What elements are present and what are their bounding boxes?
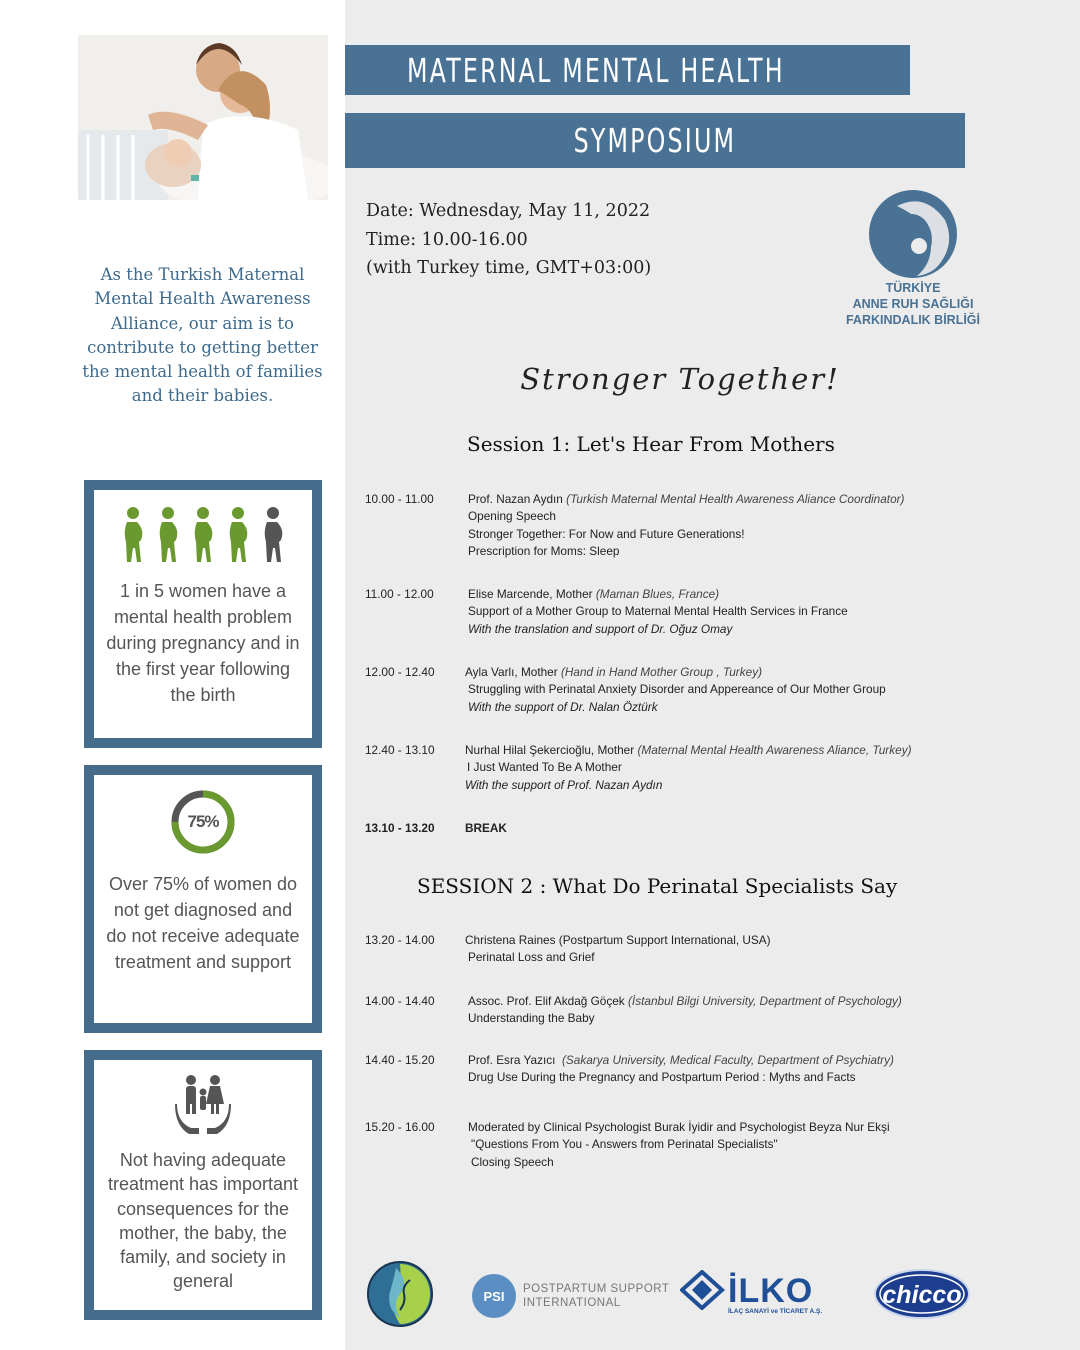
psi-name-line2: INTERNATIONAL xyxy=(523,1297,621,1309)
entry-support: With the support of Prof. Nazan Aydın xyxy=(465,777,663,792)
pregnant-woman-icon xyxy=(263,506,283,564)
ilko-wordmark: İLKO xyxy=(728,1272,814,1310)
org-name-line3: FARKINDALIK BİRLİĞİ xyxy=(845,313,981,327)
entry-talk: Prescription for Moms: Sleep xyxy=(468,543,620,558)
entry-talk: Support of a Mother Group to Maternal Mental Health Services in France xyxy=(468,604,848,619)
entry-speaker: Assoc. Prof. Elif Akdağ Göçek xyxy=(468,994,625,1008)
ilko-logo xyxy=(680,1270,845,1310)
psi-badge-text: PSI xyxy=(483,1289,505,1304)
entry-affiliation: (İstanbul Bilgi University, Department of Psychology) xyxy=(628,994,902,1008)
entry-talk: I Just Wanted To Be A Mother xyxy=(467,760,622,775)
progress-ring-icon xyxy=(170,789,236,855)
entry-time: 14.40 - 15.20 xyxy=(365,1053,435,1067)
entry-speaker: Ayla Varlı, Mother xyxy=(465,665,558,679)
ilko-subtitle: İLAÇ SANAYİ ve TİCARET A.Ş. xyxy=(728,1308,823,1315)
stat-card-prevalence xyxy=(84,480,322,748)
entry-speaker: Moderated by Clinical Psychologist Burak İyidir and Psychologist Beyza Nur Ekşi xyxy=(468,1120,890,1134)
entry-speaker: Christena Raines (Postpartum Support International, USA) xyxy=(465,933,771,947)
alliance-logo xyxy=(838,188,988,338)
alliance-aim-text: As the Turkish Maternal Mental Health Awareness Alliance, our aim is to contribute to getting better the mental health of families and their babies. xyxy=(82,265,323,406)
entry-talk: Struggling with Perinatal Anxiety Disorder and Appereance of Our Mother Group xyxy=(468,682,886,697)
entry-talk: "Questions From You - Answers from Perinatal Specialists" xyxy=(471,1137,778,1152)
slogan: Stronger Together! xyxy=(520,362,840,396)
entry-time: 12.00 - 12.40 xyxy=(365,665,435,679)
event-time: Time: 10.00-16.00 xyxy=(366,229,528,250)
event-info xyxy=(366,197,651,283)
entry-time: 13.20 - 14.00 xyxy=(365,933,435,947)
entry-talk: Stronger Together: For Now and Future Generations! xyxy=(468,526,745,541)
title-bar-line2 xyxy=(345,113,965,168)
pregnant-woman-icon xyxy=(193,506,213,564)
entry-support: With the translation and support of Dr. Oğuz Omay xyxy=(468,621,733,636)
mother-baby-logo-icon xyxy=(867,188,959,280)
entry-time: 10.00 - 11.00 xyxy=(365,492,434,506)
entry-speaker: Prof. Nazan Aydın xyxy=(468,492,563,506)
pregnant-women-icon-row xyxy=(94,506,312,564)
psi-name xyxy=(523,1282,669,1310)
entry-talk: Closing Speech xyxy=(471,1154,554,1169)
stat-card-consequences xyxy=(84,1050,322,1320)
stat-card-undiagnosed xyxy=(84,765,322,1033)
pregnant-woman-icon xyxy=(158,506,178,564)
break-label: BREAK xyxy=(465,821,507,835)
title-bar-line1 xyxy=(345,45,910,95)
entry-time: 11.00 - 12.00 xyxy=(365,587,434,601)
entry-time: 15.20 - 16.00 xyxy=(365,1120,435,1134)
break-time: 13.10 - 13.20 xyxy=(365,821,435,835)
org-name-line1: TÜRKİYE xyxy=(885,281,941,295)
entry-support: With the support of Dr. Nalan Öztürk xyxy=(468,699,658,714)
event-date: Date: Wednesday, May 11, 2022 xyxy=(366,201,651,221)
page-title-line2: SYMPOSIUM xyxy=(573,121,737,160)
entry-time: 14.00 - 14.40 xyxy=(365,994,435,1008)
entry-speaker: Prof. Esra Yazıcı xyxy=(468,1053,556,1067)
psi-logo xyxy=(470,1272,518,1320)
entry-affiliation: (Turkish Maternal Mental Health Awareness Aliance Coordinator) xyxy=(566,492,905,506)
entry-affiliation: (Sakarya University, Medical Faculty, Department of Psychiatry) xyxy=(561,1053,894,1067)
event-timezone: (with Turkey time, GMT+03:00) xyxy=(366,258,652,278)
chicco-logo xyxy=(873,1268,971,1320)
entry-talk: Opening Speech xyxy=(468,509,556,524)
stat-undiagnosed-text: Over 75% of women do not get diagnosed and do not receive adequate treatment and support xyxy=(106,874,300,972)
entry-talk: Understanding the Baby xyxy=(468,1011,595,1026)
entry-affiliation: (Maman Blues, France) xyxy=(595,587,720,601)
entry-talk: Perinatal Loss and Grief xyxy=(468,950,595,965)
stat-consequences-text: Not having adequate treatment has important consequences for the mother, the baby, the family, and society in general xyxy=(107,1150,299,1292)
pregnant-woman-icon xyxy=(123,506,143,564)
session1-title: Session 1: Let's Hear From Mothers xyxy=(467,432,835,456)
chicco-wordmark: chicco xyxy=(882,1281,962,1309)
entry-affiliation: (Hand in Hand Mother Group , Turkey) xyxy=(560,665,763,679)
family-photo xyxy=(78,35,328,200)
alliance-faces-logo xyxy=(366,1260,434,1328)
stat-prevalence-text: 1 in 5 women have a mental health problem during pregnancy and in the first year following the birth xyxy=(106,581,300,705)
progress-ring-label: 75% xyxy=(187,812,219,831)
entry-affiliation: (Maternal Mental Health Awareness Aliance, Turkey) xyxy=(637,743,912,757)
entry-talk: Drug Use During the Pregnancy and Postpartum Period : Myths and Facts xyxy=(468,1070,856,1085)
page-title-line1: MATERNAL MENTAL HEALTH xyxy=(407,50,785,90)
pregnant-woman-icon xyxy=(228,506,248,564)
entry-speaker: Nurhal Hilal Şekercioğlu, Mother xyxy=(465,743,635,757)
entry-speaker: Elise Marcende, Mother xyxy=(468,587,593,601)
org-name-line2: ANNE RUH SAĞLIĞI xyxy=(852,297,974,311)
psi-name-line1: POSTPARTUM SUPPORT xyxy=(523,1283,670,1295)
entry-time: 12.40 - 13.10 xyxy=(365,743,435,757)
session2-title: SESSION 2 : What Do Perinatal Specialists Say xyxy=(417,874,898,898)
family-hands-icon xyxy=(175,1074,231,1136)
